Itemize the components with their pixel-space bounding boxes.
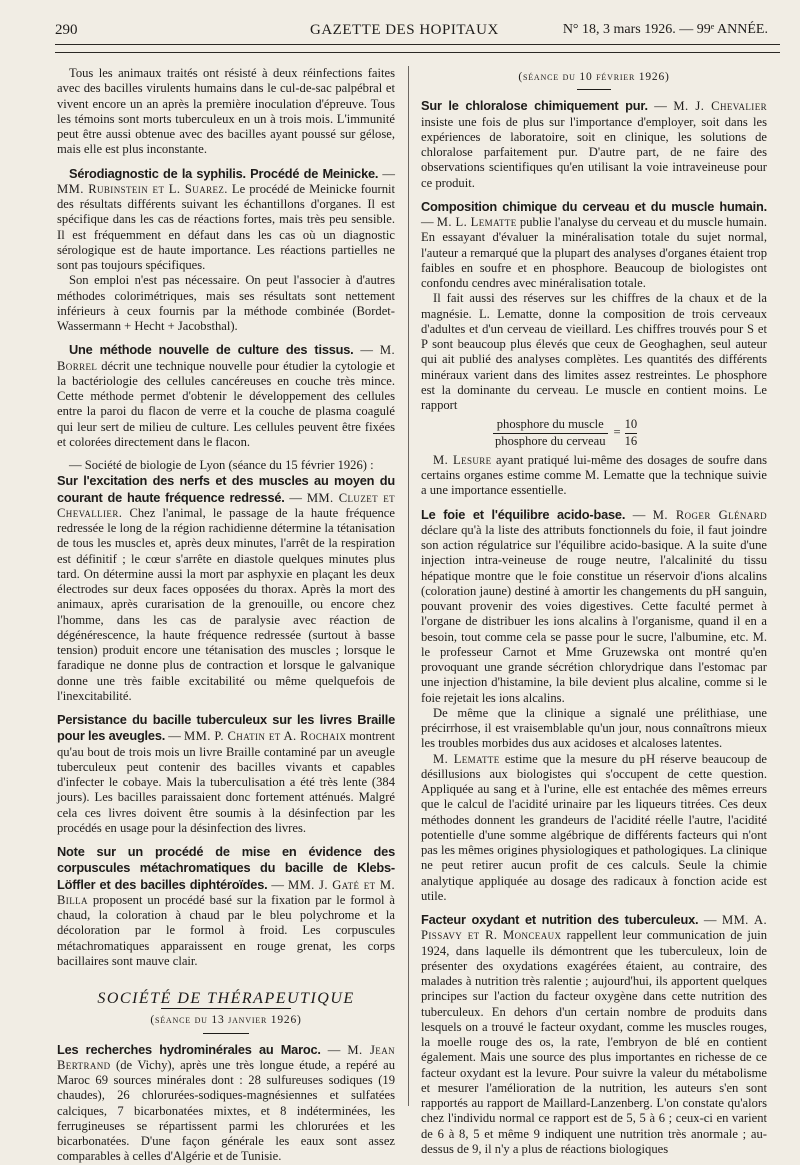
section-text: déclare qu'à la liste des attributs fonctionnels du foie, il faut joindre son action régulatrice sur l'équilibre acido-basique. A la suite d'une injection intra-veineuse de rouge neutre, l'alcalinité du tissu hépatique montre que le foie constitue un réservoir d'ions alcalins (coloration jaune) destiné à amortir les changements du pH sanguin, pouvant provenir des voies digestives. Cette faculté permet à l'organe de distribuer les ions alcalins à l'organisme, quand il en a besoin, tout comme cela se passe pour le sucre, l'albumine, etc. M. le professeur Carnot et Mme Gruzewska ont montré qu'en provoquant une grande sécrétion chlorydrique dans l'estomac par une injection d'histamine, la bile devient plus alcaline, comme si le foie rejetait les ions alcalins.	[421, 522, 767, 705]
ratio-value-numerator: 10	[625, 417, 638, 433]
section-heading: Sur le chloralose chimiquement pur.	[421, 98, 648, 114]
phosphore-ratio	[421, 413, 767, 453]
equals-sign: =	[613, 425, 621, 440]
section-authors: MM. J. Gaté et M. Billa	[57, 877, 396, 907]
section-text: estime que la mesure du pH réserve beaucoup de désillusions aux biologistes qui s'occupent de cette question. Appliquée au sang et à l'urine, elle est entachée des mêmes erreurs que le calcul de l'acidité urinaire par les liqueurs titrées. Ces deux méthodes donnent les grandeurs de l'acidité réelle l'autre, l'acidité potentielle d'une somme algébrique de différents facteurs qui n'ont pas les mêmes origines physiologiques et pathologiques. La clinique ne peut retirer aucun profit de ces calculs. Seule la chimie analytique appliquée au dosage des radicaux à fonction acide est utile.	[421, 751, 767, 903]
ratio-numerator: phosphore du muscle	[493, 417, 608, 433]
section-serodiagnostic: Sérodiagnostic de la syphilis. Procédé de Meinicke. — MM. Rubinstein et L. Suarez. Le procédé de Meinicke fournit des résultats différents suivant les échantillons d'organes. Il est spécifique dans les cas de réactions fortes, mais très peu sensible. Il est fréquemment en défaut dans les cas où un diagnostic sérologique est de haute importance. Les réactions partielles ne sont pas toujours spécifiques.	[57, 165, 395, 272]
section-authors: M. Lematte	[433, 751, 500, 766]
section-text: Le procédé de Meinicke fournit des résultats différents suivant les échantillons d'organes. Il est spécifique dans les cas de réactions fortes, mais très peu sensible. Il est fréquemment en défaut dans les cas où un diagnostic sérologique est de haute importance. Les réactions partielles ne sont pas toujours spécifiques.	[57, 181, 395, 272]
section-braille: Persistance du bacille tuberculeux sur les livres Braille pour les aveugles. — MM. P. Chatin et A. Rochaix montrent qu'au bout de trois mois un livre Braille contaminé par un aveugle tuberculeux peut contenir des bacilles vivants et capables d'infecter le cobaye. Mais la tuberculisation a été très lente (384 jours). Les bacilles paraissaient donc fortement atténués. Malgré cela ces livres doivent être soumis à la désinfection par les procédés en usage pour la désinfection des livres.	[57, 712, 395, 835]
section-heading: Une méthode nouvelle de culture des tissus.	[69, 342, 354, 358]
section-facteur-oxydant: Facteur oxydant et nutrition des tuberculeux. — MM. A. Pissavy et R. Monceaux rappellent leur communication de juin 1924, dans laquelle ils démontrent que les tuberculeux, loin de présenter des oxydations exagérées étaient, au contraire, des malades à nutrition très ralentie ; aujourd'hui, ils apportent quelques principes sur l'action du facteur oxygène dans cette nutrition des tuberculeux. En dehors d'un certain nombre de produits dans lesquels on a trouvé le facteur oxydant, comme les muscles rouges, la moelle rouge des os, la rate, l'embryon de blé en contient également. Mais une source des plus importantes en richesse de ce facteur oxydant est la levure. Pour suivre la valeur du métabolisme et mesurer l'amélioration de la nutrition, les auteurs s'en sont rapportés au rapport de Maillard-Lanzenberg. L'on constate qu'alors chez l'individu normal ce rapport est de 5, 5 à 6 ; ceux-ci en varient de 6 à 8, 5 et même 9 indiquent une nutrition très anormale ; au-dessus de 9, il n'y a plus de réactions biologiques	[421, 912, 767, 1156]
society-session: (séance du 13 janvier 1926)	[150, 1014, 302, 1027]
journal-title: GAZETTE DES HOPITAUX	[310, 22, 499, 38]
paragraph: Il fait aussi des réserves sur les chiffres de la chaux et de la magnésie. L. Lematte, donne la composition de trois cerveaux d'adultes et d'un cerveau de vieillard. Les chiffres trouvés pour S et P sont beaucoup plus élevés que ceux de Geoghaghen, seul auteur qui ait publié des analyses complètes. Les quantités des différents minéraux varient dans des limites assez restreintes. Le phosphore est la dominante du cerveau. Le muscle en contient moins. Le rapport	[421, 291, 767, 412]
section-text: (de Vichy), après une très longue étude, a repéré au Maroc 69 sources minérales dont : 28 sulfureuses sodiques (19 chaudes), 26 chlorurées-sodiques-magnésiennes et sulfatées calciques, 7 bicarbonatées mixtes, et 8 indéterminées, les ferrugineuses se répartissent parmi les chlorurées et les bicarbonatées. D'une façon générale les eaux sont assez comparables à celles d'Algérie et de Tunisie.	[57, 1057, 395, 1164]
section-authors: M. Jean Bertrand	[57, 1042, 395, 1072]
section-heading: Facteur oxydant et nutrition des tuberculeux.	[421, 912, 699, 927]
paragraph: Tous les animaux traités ont résisté à deux réinfections faites avec des bacilles virulents humains dans le cul-de-sac palpébral et vivent encore un an après la première inoculation d'épreuve. Tous les témoins sont morts tuberculeux en un à trois mois. L'immunité peut être aussi obtenue avec des bacilles ayant poussé sur gélose, mais elle est plus inconstante.	[57, 66, 395, 157]
section-foie: Le foie et l'équilibre acido-base. — M. Roger Glénard déclare qu'à la liste des attributs fonctionnels du foie, il faut joindre son action régulatrice sur l'équilibre acido-basique. A la suite d'une injection intra-veineuse de rouge neutre, l'alcalinité du tissu hépatique montre que le foie constitue un réservoir d'ions alcalins (coloration jaune) destiné à amortir les changements du pH sanguin, pouvant provenir des voies digestives. Cette faculté permet à l'organe de distribuer les ions alcalins à l'organisme, quand il en a besoin, tout comme cela se passe pour le sucre, l'albumine, etc. M. le professeur Carnot et Mme Gruzewska ont montré qu'en provoquant une grande sécrétion chlorydrique dans l'estomac par une injection d'histamine, la bile devient plus alcaline, comme si le foie rejetait les ions alcalins.	[421, 506, 767, 705]
section-text: insiste une fois de plus sur l'importance d'employer, soit dans les expériences de laboratoire, soit en clinique, les solutions de chloralose parfaitement pur. D'autre part, de ne faire des observations scientifiques qu'en utilisant la voie intraveineuse pour ce produit.	[421, 114, 767, 190]
section-chloralose: Sur le chloralose chimiquement pur. — M. J. Chevalier insiste une fois de plus sur l'importance d'employer, soit dans les expériences de laboratoire, soit en clinique, les solutions de chloralose parfaitement pur. D'autre part, de ne faire des observations scientifiques qu'en utilisant la voie intraveineuse pour ce produit.	[421, 98, 767, 190]
section-authors: MM. P. Chatin et A. Rochaix	[184, 729, 347, 744]
section-authors: M. L. Lematte	[436, 215, 517, 229]
section-text: ayant pratiqué lui-même des dosages de soufre dans certains organes estime comme M. Lematte que la technique suivie a une importance essentielle.	[421, 452, 768, 498]
page-header	[55, 18, 780, 45]
society-title: SOCIÉTÉ DE THÉRAPEUTIQUE	[97, 990, 355, 1007]
section-authors: MM. Cluzet et Chevallier.	[57, 490, 396, 520]
section-text: décrit une technique nouvelle pour étudier la cytologie et la bactériologie des cellules cancéreuses en couche très mince. Cette méthode permet d'obtenir le développement des cellules entre la paroi du flacon de verre et la couche de plasma coagulé qui leur sert de milieu de culture. Les cellules peuvent être fixées et colorées directement dans le flacon.	[57, 358, 395, 449]
ratio-value	[625, 417, 638, 449]
session-rule	[203, 1033, 249, 1034]
section-corpuscules: Note sur un procédé de mise en évidence des corpuscules métachromatiques du bacille de Klebs-Löffler et des bacilles diphtéroïdes. — MM. J. Gaté et M. Billa proposent un procédé basé sur la fixation par le formol à chaud, la coloration à chaud par le bleu polychrome et la décoloration par le formol à froid. Les corpuscules métachromatiques apparaissent en rouge grenat, les corps bacillaires sont mauve clair.	[57, 844, 396, 968]
ratio-value-denominator: 16	[624, 433, 638, 448]
section-heading: Note sur un procédé de mise en évidence des corpuscules métachromatiques du bacille de Klebs-Löffler et des bacilles diphtéroïdes.	[57, 844, 395, 892]
section-authors: M. Roger Glénard	[652, 507, 767, 522]
section-authors: MM. A. Pissavy et R. Monceaux	[421, 913, 767, 943]
section-culture-tissus: Une méthode nouvelle de culture des tissus. — M. Borrel décrit une technique nouvelle pour étudier la cytologie et la bactériologie des cellules cancéreuses en couche très mince. Cette méthode permet d'obtenir le développement des cellules entre la paroi du flacon de verre et la couche de plasma coagulé qui leur sert de milieu de culture. Les cellules peuvent être fixées et colorées directement dans le flacon.	[57, 342, 395, 449]
section-heading: Le foie et l'équilibre acido-base.	[421, 506, 626, 522]
section-authors: M. Lesure	[433, 452, 492, 467]
section-authors: M. J. Chevalier	[673, 99, 767, 114]
society-rule	[161, 1008, 291, 1009]
section-authors: MM. Rubinstein et L. Suarez.	[57, 181, 228, 196]
header-rule	[55, 52, 780, 53]
section-maroc: Les recherches hydrominérales au Maroc. — M. Jean Bertrand (de Vichy), après une très longue étude, a repéré au Maroc 69 sources minérales dont : 28 sulfureuses sodiques (19 chaudes), 26 chlorurées-sodiques-magnésiennes et sulfatées calciques, 7 bicarbonatées mixtes, et 8 indéterminées, les ferrugineuses se répartissent parmi les chlorurées et les bicarbonatées. D'une façon générale les eaux sont assez comparables à celles d'Algérie et de Tunisie.	[57, 1041, 395, 1164]
column-divider	[408, 66, 409, 1106]
left-column	[57, 66, 395, 1165]
section-heading: Les recherches hydrominérales au Maroc.	[57, 1041, 321, 1057]
ratio-fraction	[491, 417, 610, 449]
section-authors: M. Borrel	[57, 343, 395, 373]
paragraph: Son emploi n'est pas nécessaire. On peut l'associer à d'autres méthodes colorimétriques, mais ses résultats sont nettement inférieurs à ceux fournis par la méthode combinée (Bordet-Wassermann + Hecht + Jacobsthal).	[57, 273, 395, 333]
section-haute-frequence: Sur l'excitation des nerfs et des muscles au moyen du courant de haute fréquence redressé. — MM. Cluzet et Chevallier. Chez l'animal, le passage de la haute fréquence redressée le long de la région rachidienne détermine la tétanisation de tous les muscles et, après deux minutes, l'arrêt de la respiration est définitif ; le cœur s'arrête en diastole quelques minutes plus tard. On détermine aussi la mort par asphyxie en plaçant les deux électrodes sur deux faces opposées du thorax. Après la mort des animaux, après curarisation de la grenouille, ou encore chez l'homme, dans les cas de paralysie avec réaction de dégénérescence, la haute fréquence redressée (surtout à basse tension) produit encore une tétanisation des muscles ; lorsque le faradique ne donne plus de contraction et lorsque le galvanique donne une très faible excitabilité ou même quelquefois de l'inexcitabilité.	[57, 473, 396, 703]
session-label: (séance du 10 février 1926)	[518, 71, 670, 83]
section-heading: Sur l'excitation des nerfs et des muscles au moyen du courant de haute fréquence redressé.	[57, 473, 395, 505]
paragraph: De même que la clinique a signalé une prélithiase, une précirrhose, il est vraisemblable qu'un jour, nous connaîtrons mieux les troubles morbides dus aux acidoses et alcaloses latentes.	[421, 705, 767, 751]
section-text: proposent un procédé basé sur la fixation par le formol à chaud, la coloration à chaud par le bleu polychrome et la décoloration par le formol à froid. Les corpuscules métachromatiques apparaissent en rouge grenat, les corps bacillaires sont mauve clair.	[57, 892, 395, 968]
page-number: 290	[55, 22, 78, 38]
section-composition-cerveau: Composition chimique du cerveau et du muscle humain. — M. L. Lematte publie l'analyse du cerveau et du muscle humain. En essayant d'évaluer la minéralisation totale du sujet normal, l'auteur a remarqué que la plupart des analyses d'organes étaient trop faibles en soufre et en phosphore. Beaucoup de biologistes ont confondu cendres avec minéralisation totale.	[421, 198, 767, 290]
section-text: Chez l'animal, le passage de la haute fréquence redressée le long de la région rachidienne détermine la tétanisation de tous les muscles et, après deux minutes, l'arrêt de la respiration est définitif ; le cœur s'arrête en diastole quelques minutes plus tard. On détermine aussi la mort par asphyxie en plaçant les deux électrodes sur deux faces opposées du thorax. Après la mort des animaux, après curarisation de la grenouille, ou encore chez l'homme, dans les cas de paralysie avec réaction de dégénérescence, la haute fréquence redressée (surtout à basse tension) produit encore une tétanisation des muscles ; lorsque le faradique ne donne plus de contraction et lorsque le galvanique donne une très faible excitabilité ou même quelquefois de l'inexcitabilité.	[57, 505, 395, 703]
issue-info: N° 18, 3 mars 1926. — 99ᵉ ANNÉE.	[562, 22, 768, 37]
ratio-denominator: phosphore du cerveau	[495, 433, 606, 448]
session-rule	[577, 89, 611, 90]
section-heading: Persistance du bacille tuberculeux sur les livres Braille pour les aveugles.	[57, 712, 395, 744]
society-session-lyon: — Société de biologie de Lyon (séance du 15 février 1926) :	[69, 458, 374, 472]
section-text: rappellent leur communication de juin 1924, dans laquelle ils démontrent que les tuberculeux, loin de présenter des oxydations exagérées étaient, au contraire, des malades à nutrition très ralentie ; aujourd'hui, ils apportent quelques principes sur l'action du facteur oxygène dans cette nutrition des tuberculeux. En dehors d'un certain nombre de produits dans lesquels on a trouvé le facteur oxydant, comme les muscles rouges, la moelle rouge des os, la rate, l'embryon de blé en contient également. Mais une source des plus importantes en richesse de ce facteur oxydant est la levure. Pour suivre la valeur du métabolisme et mesurer l'amélioration de la nutrition, les auteurs s'en sont rapportés au rapport de Maillard-Lanzenberg. L'on constate qu'alors chez l'individu normal ce rapport est de 5, 5 à 6 ; ceux-ci en varient de 6 à 8, 5 et même 9 indiquent une nutrition très anormale ; au-dessus de 9, il n'y a plus de réactions biologiques	[421, 928, 767, 1156]
paragraph	[421, 752, 767, 905]
section-heading: Composition chimique du cerveau et du muscle humain.	[421, 198, 767, 214]
section-heading: Sérodiagnostic de la syphilis. Procédé de Meinicke.	[69, 165, 379, 181]
paragraph	[421, 453, 767, 499]
section-text: montrent qu'au bout de trois mois un livre Braille contaminé par un aveugle tuberculeux peut contenir des bacilles vivants et capables d'infecter le cobaye. Mais la tuberculisation a été très lente (384 jours). Les bacilles paraissaient donc fortement atténués. Malgré cela ces livres doivent être soumis à la désinfection par les procédés en usage pour la désinfection des livres.	[57, 729, 395, 835]
section-text: publie l'analyse du cerveau et du muscle humain. En essayant d'évaluer la minéralisation totale du sujet normal, l'auteur a remarqué que la plupart des analyses d'organes étaient trop faibles en soufre et en phosphore. Beaucoup de biologistes ont confondu cendres avec minéralisation totale.	[421, 215, 767, 290]
right-column	[421, 66, 767, 1157]
